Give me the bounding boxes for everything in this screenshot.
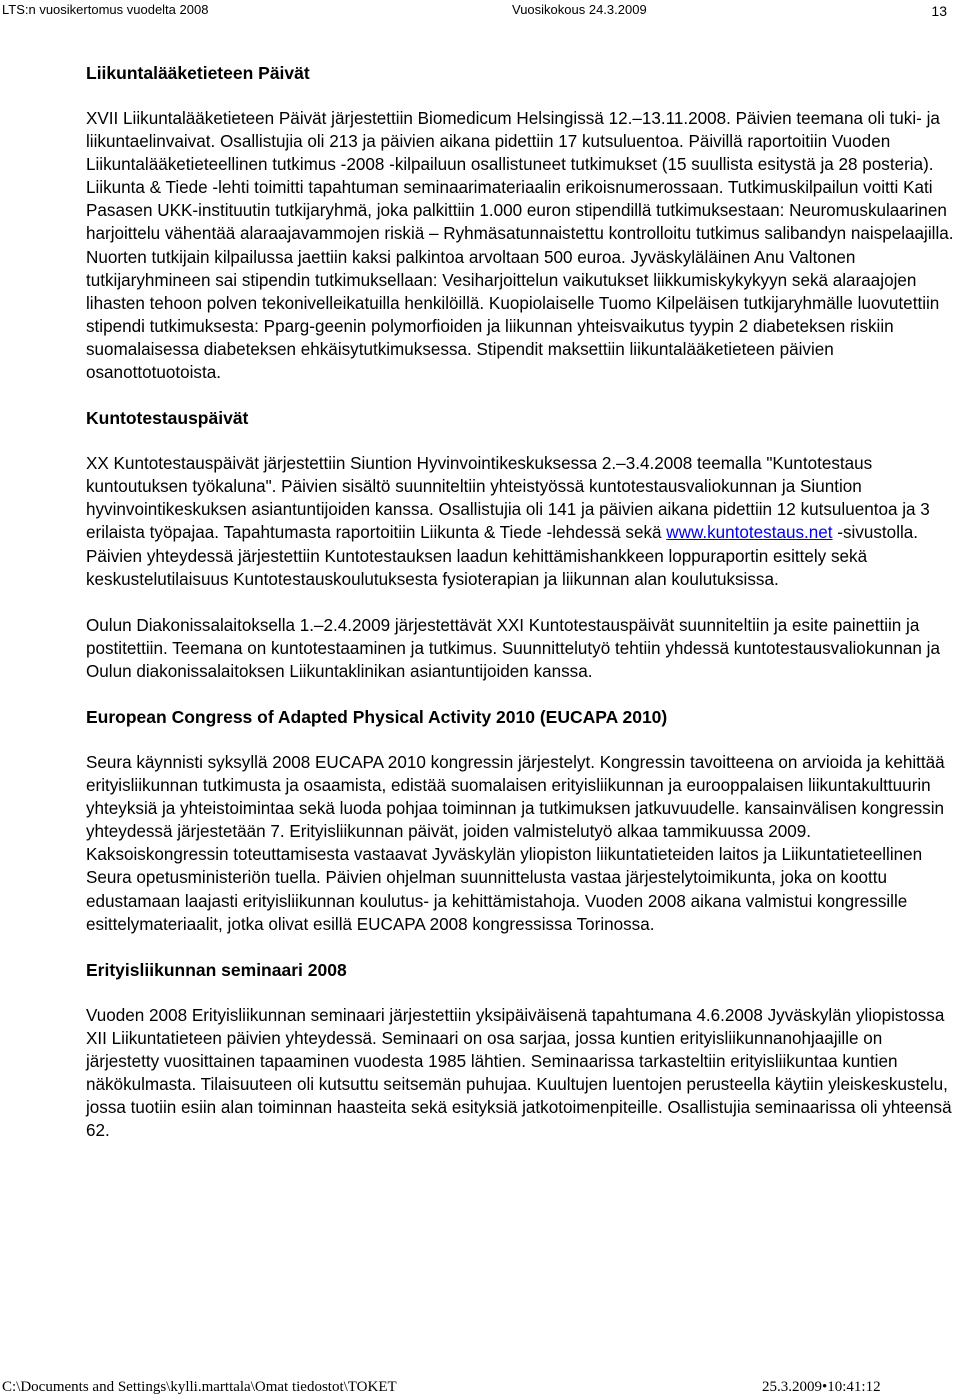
page-number: 13 bbox=[931, 3, 947, 19]
heading-eucapa-2010: European Congress of Adapted Physical Activity 2010 (EUCAPA 2010) bbox=[86, 706, 668, 727]
paragraph-erityisliikunnan-seminaari: Vuoden 2008 Erityisliikunnan seminaari järjestettiin yksipäiväisenä tapahtumana 4.6.2008 Jyväskylän yliopistossa XII Liikuntatieteen päivien yhteydessä. Seminaari on osa sarjaa, jossa kuntien erityisliikunnanohjaajille on järjestetty vuosittainen tapaaminen vuodesta 1985 lähtien. Seminaarissa tarkasteltiin erityisliikuntaa kuntien näkökulmasta. Tilaisuuteen oli kutsuttu seitsemän puhujaa. Kuultujen luentojen perusteella käytiin yleiskeskustelu, jossa tuotiin esiin alan toiminnan haasteita sekä esityksiä jatkotoimenpiteille. Osallistujia seminaarissa oli yhteensä 62. bbox=[86, 1005, 952, 1141]
paragraph-liikuntalaaketieteen-paivat: XVII Liikuntalääketieteen Päivät järjestettiin Biomedicum Helsingissä 12.–13.11.2008. Päivien teemana oli tuki- ja liikuntaelinvaivat. Osallistujia oli 213 ja päivien aikana pidettiin 17 kutsuluentoa. Päivillä raportoitiin Vuoden Liikuntalääketieteellinen tutkimus -2008 -kilpailuun osallistuneet tutkimukset (15 suullista esitystä ja 28 posteria). Liikunta & Tiede -lehti toimitti tapahtuman seminaarimateriaalin erikoisnumerossaan. Tutkimuskilpailun voitti Kati Pasasen UKK-instituutin tutkijaryhmä, joka palkittiin 1.000 euron stipendillä tutkimuksestaan: Neuromuskulaarinen harjoittelu vähentää alaraajavammojen riskiä – Ryhmäsatunnaistettu kontrolloitu tutkimus salibandyn naispelaajilla. Nuorten tutkijain kilpailussa jaettiin kaksi palkintoa arvoltaan 500 euroa. Jyväskyläläinen Anu Valtonen tutkijaryhmineen sai stipendin tutkimuksellaan: Vesiharjoittelun vaikutukset liikkumiskykykyyn sekä alaraajojen lihasten tehoon polven tekonivelleikatuilla henkilöillä. Kuopiolaiselle Tuomo Kilpeläisen tutkijaryhmälle luovutettiin stipendi tutkimuksesta: Pparg-geenin polymorfioiden ja liikunnan yhteisvaikutus tyypin 2 diabeteksen riskiin suomalaisessa diabeteksen ehkäisytutkimuksessa. Stipendit maksettiin liikuntalääketieteen päivien osanottotuotoista. bbox=[86, 109, 954, 383]
document-body bbox=[86, 62, 958, 1142]
footer-file-path: C:\Documents and Settings\kylli.marttala\Omat tiedostot\TOKET bbox=[2, 1379, 397, 1395]
text-before-link: XX Kuntotestauspäivät järjestettiin Siuntion Hyvinvointikeskuksessa 2.–3.4.2008 teemalla "Kuntotestaus kuntoutuksen työkaluna". Päivien sisältö suunniteltiin yhteistyössä kuntotestausvaliokunnan ja Siuntion hyvinvointikeskuksen asiantuntijoiden kanssa. Osallistujia oli 141 ja päivien aikana pidettiin 12 kutsuluentoa ja 3 erilaista työpajaa. Tapahtumasta raportoitiin Liikunta & Tiede -lehdessä sekä bbox=[86, 454, 930, 543]
page-header bbox=[0, 0, 960, 20]
heading-erityisliikunnan-seminaari: Erityisliikunnan seminaari 2008 bbox=[86, 959, 347, 980]
heading-kuntotestauspaivat: Kuntotestauspäivät bbox=[86, 408, 249, 429]
paragraph-kuntotestauspaivat-2: Oulun Diakonissalaitoksella 1.–2.4.2009 järjestettävät XXI Kuntotestauspäivät suunniteltiin ja esite painettiin ja postitettiin. Teemana on kuntotestaaminen ja tutkimus. Suunnittelutyö tehtiin yhdessä kuntotestausvaliokunnan ja Oulun diakonissalaitoksen Liikuntaklinikan asiantuntijoiden kanssa. bbox=[86, 615, 940, 681]
footer-timestamp: 25.3.2009•10:41:12 bbox=[762, 1379, 881, 1395]
text-after-link: -sivustolla. Päivien yhteydessä järjestettiin Kuntotestauksen laadun kehittämishankkeen loppuraportin esittely sekä keskustelutilaisuus Kuntotestauskoulutuksesta fysioterapian ja liikunnan alan koulutuksissa. bbox=[86, 523, 919, 589]
heading-liikuntalaaketieteen-paivat: Liikuntalääketieteen Päivät bbox=[86, 63, 310, 83]
paragraph-kuntotestauspaivat-1 bbox=[86, 452, 958, 591]
header-meeting-date: Vuosikokous 24.3.2009 bbox=[512, 2, 647, 17]
header-report-title: LTS:n vuosikertomus vuodelta 2008 bbox=[2, 2, 209, 17]
kuntotestaus-link[interactable]: www.kuntotestaus.net bbox=[666, 523, 833, 543]
paragraph-eucapa-2010: Seura käynnisti syksyllä 2008 EUCAPA 2010 kongressin järjestelyt. Kongressin tavoitteena on arvioida ja kehittää erityisliikunnan tutkimusta ja osaamista, edistää suomalaisen erityisliikunnan ja eurooppalaisen liikuntakulttuurin yhteyksiä ja yhteistoimintaa sekä luoda pohjaa toiminnan ja tutkimuksen jatkuvuudelle. kansainvälisen kongressin yhteydessä järjestetään 7. Erityisliikunnan päivät, joiden valmistelutyö alkaa tammikuussa 2009. Kaksoiskongressin toteuttamisesta vastaavat Jyväskylän yliopiston liikuntatieteiden laitos ja Liikuntatieteellinen Seura opetusministeriön tuella. Päivien ohjelman suunnittelusta vastaa järjestelytoimikunta, joka on koottu edustamaan laajasti erityisliikunnan koulutus- ja kehittämistahoja. Vuoden 2008 aikana valmistui kongressille esittelymateriaalit, jotka olivat esillä EUCAPA 2008 kongressissa Torinossa. bbox=[86, 752, 945, 934]
